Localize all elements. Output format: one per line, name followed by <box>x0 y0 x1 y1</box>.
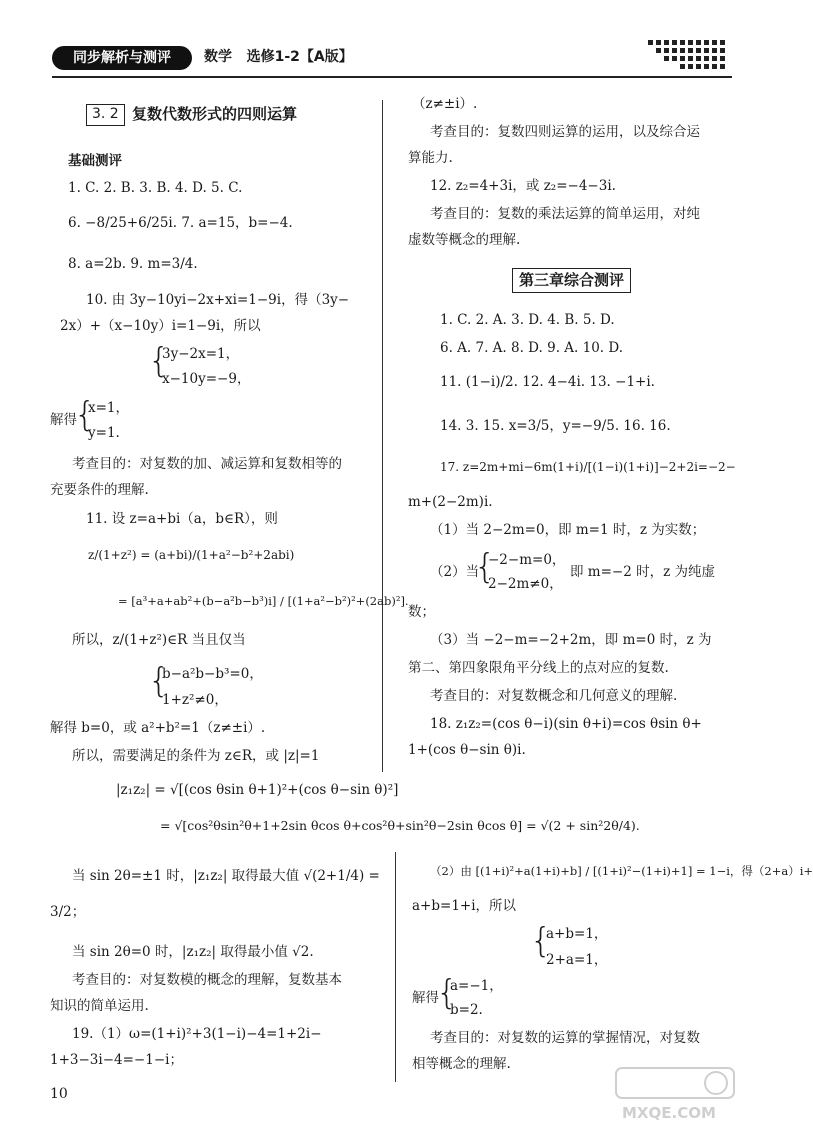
equation-line: 2−2m≠0， <box>488 576 563 592</box>
answer-line: 12. z₂=4+3i，或 z₂=−4−3i. <box>430 178 616 194</box>
chapter-test-heading: 第三章综合测评 <box>512 268 631 293</box>
answer-line: 11. (1−i)/2. 12. 4−4i. 13. −1+i. <box>440 374 655 390</box>
basic-test-heading: 基础测评 <box>68 153 122 169</box>
solution-line: 数； <box>408 604 435 620</box>
solution-line: 3/2； <box>50 904 86 920</box>
equation-line: −2−m=0， <box>488 552 566 568</box>
solution-line: 当 sin 2θ=±1 时，|z₁z₂| 取得最大值 √(2+1/4) = <box>72 868 380 884</box>
answer-line: 8. a=2b. 9. m=3/4. <box>68 256 198 272</box>
header-book-info <box>204 49 353 67</box>
brace: { <box>474 547 496 587</box>
solution-line: 1+3−3i−4=−1−i； <box>50 1052 183 1068</box>
solution-line: 19.（1）ω=(1+i)²+3(1−i)−4=1+2i− <box>72 1026 322 1042</box>
solution-line: （z≠±i）. <box>412 96 478 112</box>
objective-line: 考查目的：对复数的运算的掌握情况，对复数 <box>430 1030 700 1046</box>
solution-line: 1+(cos θ−sin θ)i. <box>408 742 526 758</box>
objective-line: 考查目的：复数的乘法运算的简单运用，对纯 <box>430 206 700 222</box>
solution-line: （3）当 −2−m=−2+2m，即 m=0 时，z 为 <box>430 632 712 648</box>
solution-line: 18. z₁z₂=(cos θ−i)(sin θ+i)=cos θsin θ+ <box>430 716 702 732</box>
brace: { <box>148 341 170 381</box>
equation-line: a=−1， <box>450 978 503 994</box>
equation-line: a+b=1， <box>546 926 608 942</box>
equation-line: y=1. <box>88 425 120 441</box>
header-subject: 数学 <box>204 49 232 65</box>
solution-line: （2）由 [(1+i)²+a(1+i)+b] / [(1+i)²−(1+i)+1] = 1−i，得（2+a）i+ <box>430 864 813 878</box>
solution-line: 10. 由 3y−10yi−2x+xi=1−9i，得（3y− <box>86 292 350 308</box>
column-divider-lower <box>395 852 396 1082</box>
solution-line: 第二、第四象限角平分线上的点对应的复数. <box>408 660 669 676</box>
brace: { <box>436 973 458 1013</box>
header-rule <box>52 76 732 78</box>
solution-line: a+b=1+i，所以 <box>412 898 517 914</box>
equation-line: 2+a=1， <box>546 952 608 968</box>
equation-line: z/(1+z²) = (a+bi)/(1+a²−b²+2abi) <box>88 548 295 562</box>
page-number: 10 <box>50 1086 68 1102</box>
series-badge: 同步解析与测评 <box>52 46 192 70</box>
answer-line: 6. A. 7. A. 8. D. 9. A. 10. D. <box>440 340 624 356</box>
equation-line: x=1， <box>88 400 130 416</box>
brace: { <box>530 921 552 961</box>
brace: { <box>74 395 96 435</box>
watermark-logo <box>610 1064 740 1122</box>
objective-line: 算能力. <box>408 150 453 166</box>
objective-line: 考查目的：对复数的加、减运算和复数相等的 <box>72 456 342 472</box>
modulus-equation: |z₁z₂| = √[(cos θsin θ+1)²+(cos θ−sin θ)²] <box>116 782 399 798</box>
objective-line: 考查目的：复数四则运算的运用，以及综合运 <box>430 124 700 140</box>
equation-line: 3y−2x=1， <box>162 346 240 362</box>
header-dot-pattern <box>640 32 732 72</box>
equation-line: 1+z²≠0， <box>162 692 228 708</box>
answer-line: 6. −8/25+6/25i. 7. a=15，b=−4. <box>68 215 293 231</box>
brace: { <box>148 661 170 701</box>
answer-line: 1. C. 2. B. 3. B. 4. D. 5. C. <box>68 180 243 196</box>
solution-line: （1）当 2−2m=0，即 m=1 时，z 为实数； <box>430 522 706 538</box>
objective-line: 相等概念的理解. <box>412 1056 511 1072</box>
solution-line: 所以，z/(1+z²)∈R 当且仅当 <box>72 632 246 648</box>
solution-line: 当 sin 2θ=0 时，|z₁z₂| 取得最小值 √2. <box>72 944 314 960</box>
solution-line: 所以，需要满足的条件为 z∈R，或 |z|=1 <box>72 748 320 764</box>
solution-line: m+(2−2m)i. <box>408 494 493 510</box>
equation-line: x−10y=−9， <box>162 371 251 387</box>
solution-line: 11. 设 z=a+bi（a，b∈R），则 <box>86 511 278 527</box>
section-title: 复数代数形式的四则运算 <box>132 105 298 123</box>
objective-line: 充要条件的理解. <box>50 482 149 498</box>
objective-line: 考查目的：对复数模的概念的理解，复数基本 <box>72 972 342 988</box>
solution-label: 解得 <box>412 990 439 1006</box>
solution-line: 即 m=−2 时，z 为纯虚 <box>570 564 715 580</box>
solution-line: 2x）+（x−10y）i=1−9i，所以 <box>60 318 261 334</box>
header-book: 选修1-2【A版】 <box>246 49 353 65</box>
solution-line: 解得 b=0，或 a²+b²=1（z≠±i）. <box>50 720 266 736</box>
solution-line: 17. z=2m+mi−6m(1+i)/[(1−i)(1+i)]−2+2i=−2− <box>440 460 736 474</box>
watermark-text: MXQE.COM <box>622 1104 716 1122</box>
section-number: 3. 2 <box>86 104 125 126</box>
objective-line: 虚数等概念的理解. <box>408 232 521 248</box>
objective-line: 知识的简单运用. <box>50 998 149 1014</box>
objective-line: 考查目的：对复数概念和几何意义的理解. <box>430 688 678 704</box>
equation-line: = [a³+a+ab²+(b−a²b−b³)i] / [(1+a²−b²)²+(2ab)²]. <box>118 594 409 608</box>
equation-line: b=2. <box>450 1002 483 1018</box>
modulus-equation: = √[cos²θsin²θ+1+2sin θcos θ+cos²θ+sin²θ−2sin θcos θ] = √(2 + sin²2θ/4). <box>160 818 640 833</box>
answer-line: 14. 3. 15. x=3/5，y=−9/5. 16. 16. <box>440 418 671 434</box>
solution-label: （2）当 <box>430 564 480 580</box>
equation-line: b−a²b−b³=0， <box>162 666 263 682</box>
solution-label: 解得 <box>50 412 77 428</box>
answer-line: 1. C. 2. A. 3. D. 4. B. 5. D. <box>440 312 615 328</box>
column-divider <box>382 100 383 772</box>
